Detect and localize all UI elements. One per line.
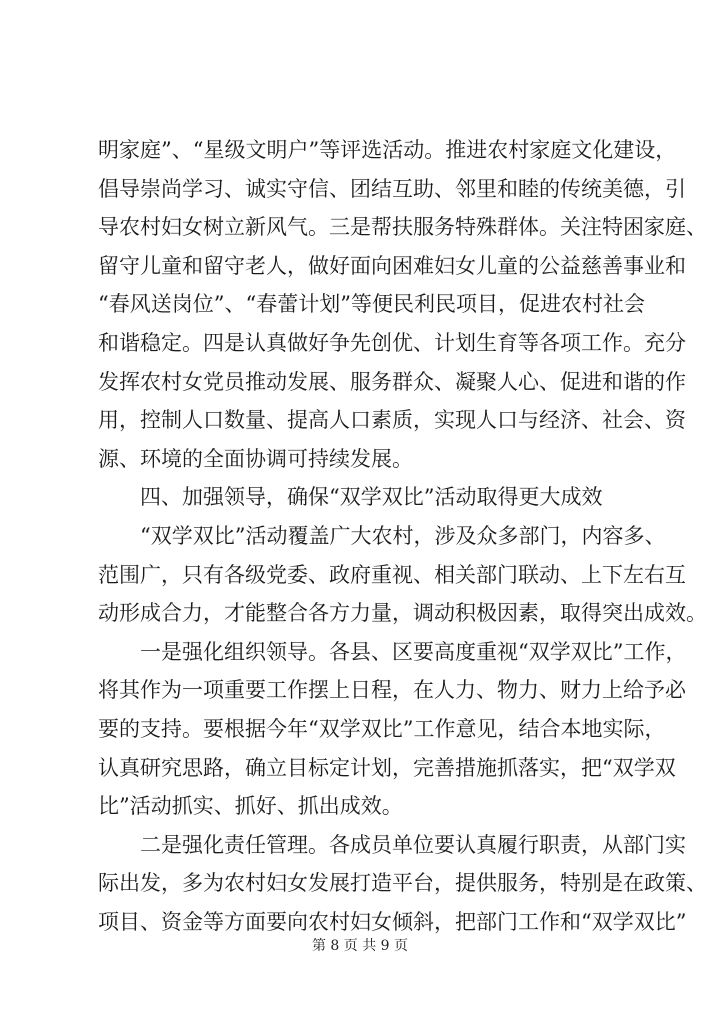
body-text-line: “春风送岗位”、“春蕾计划”等便民利民项目，促进农村社会 — [98, 292, 645, 316]
body-text-line: 倡导崇尚学习、诚实守信、团结互助、邻里和睦的传统美德，引 — [98, 177, 686, 201]
body-text-line: 项目、资金等方面要向农村妇女倾斜，把部门工作和“双学双比” — [98, 910, 687, 934]
body-text-line: 认真研究思路，确立目标定计划，完善措施抓落实，把“双学双 — [98, 756, 676, 780]
body-text-line: 明家庭”、“星级文明户”等评选活动。推进农村家庭文化建设， — [98, 138, 677, 162]
body-text-line: 比”活动抓实、抓好、抓出成效。 — [98, 794, 403, 818]
body-text-line: 发挥农村女党员推动发展、服务群众、凝聚人心、促进和谐的作 — [98, 370, 686, 394]
body-text-line: “双学双比”活动覆盖广大农村，涉及众多部门，内容多、 — [140, 524, 666, 548]
body-text-line: 源、环境的全面协调可持续发展。 — [98, 447, 413, 471]
body-text-line: 将其作为一项重要工作摆上日程，在人力、物力、财力上给予必 — [98, 678, 686, 702]
section-heading: 四、加强领导，确保“双学双比”活动取得更大成效 — [140, 485, 603, 509]
body-text-line: 要的支持。要根据今年“双学双比”工作意见，结合本地实际， — [98, 717, 666, 741]
body-text-line: 际出发，多为农村妇女发展打造平台，提供服务，特别是在政策、 — [98, 871, 707, 895]
body-text-line: 用，控制人口数量、提高人口素质，实现人口与经济、社会、资 — [98, 408, 686, 432]
body-text-line: 一是强化组织领导。各县、区要高度重视“双学双比”工作， — [140, 640, 687, 664]
body-text-line: 留守儿童和留守老人，做好面向困难妇女儿童的公益慈善事业和 — [98, 254, 686, 278]
body-text-line: 动形成合力，才能整合各方力量，调动积极因素，取得突出成效。 — [98, 601, 707, 625]
body-text-line: 二是强化责任管理。各成员单位要认真履行职责，从部门实 — [140, 833, 686, 857]
body-text-line: 范围广，只有各级党委、政府重视、相关部门联动、上下左右互 — [98, 563, 686, 587]
body-text-line: 导农村妇女树立新风气。三是帮扶服务特殊群体。关注特困家庭、 — [98, 215, 707, 239]
page-number-footer: 第 8 页 共 9 页 — [311, 938, 409, 954]
body-text-line: 和谐稳定。四是认真做好争先创优、计划生育等各项工作。充分 — [98, 331, 686, 355]
